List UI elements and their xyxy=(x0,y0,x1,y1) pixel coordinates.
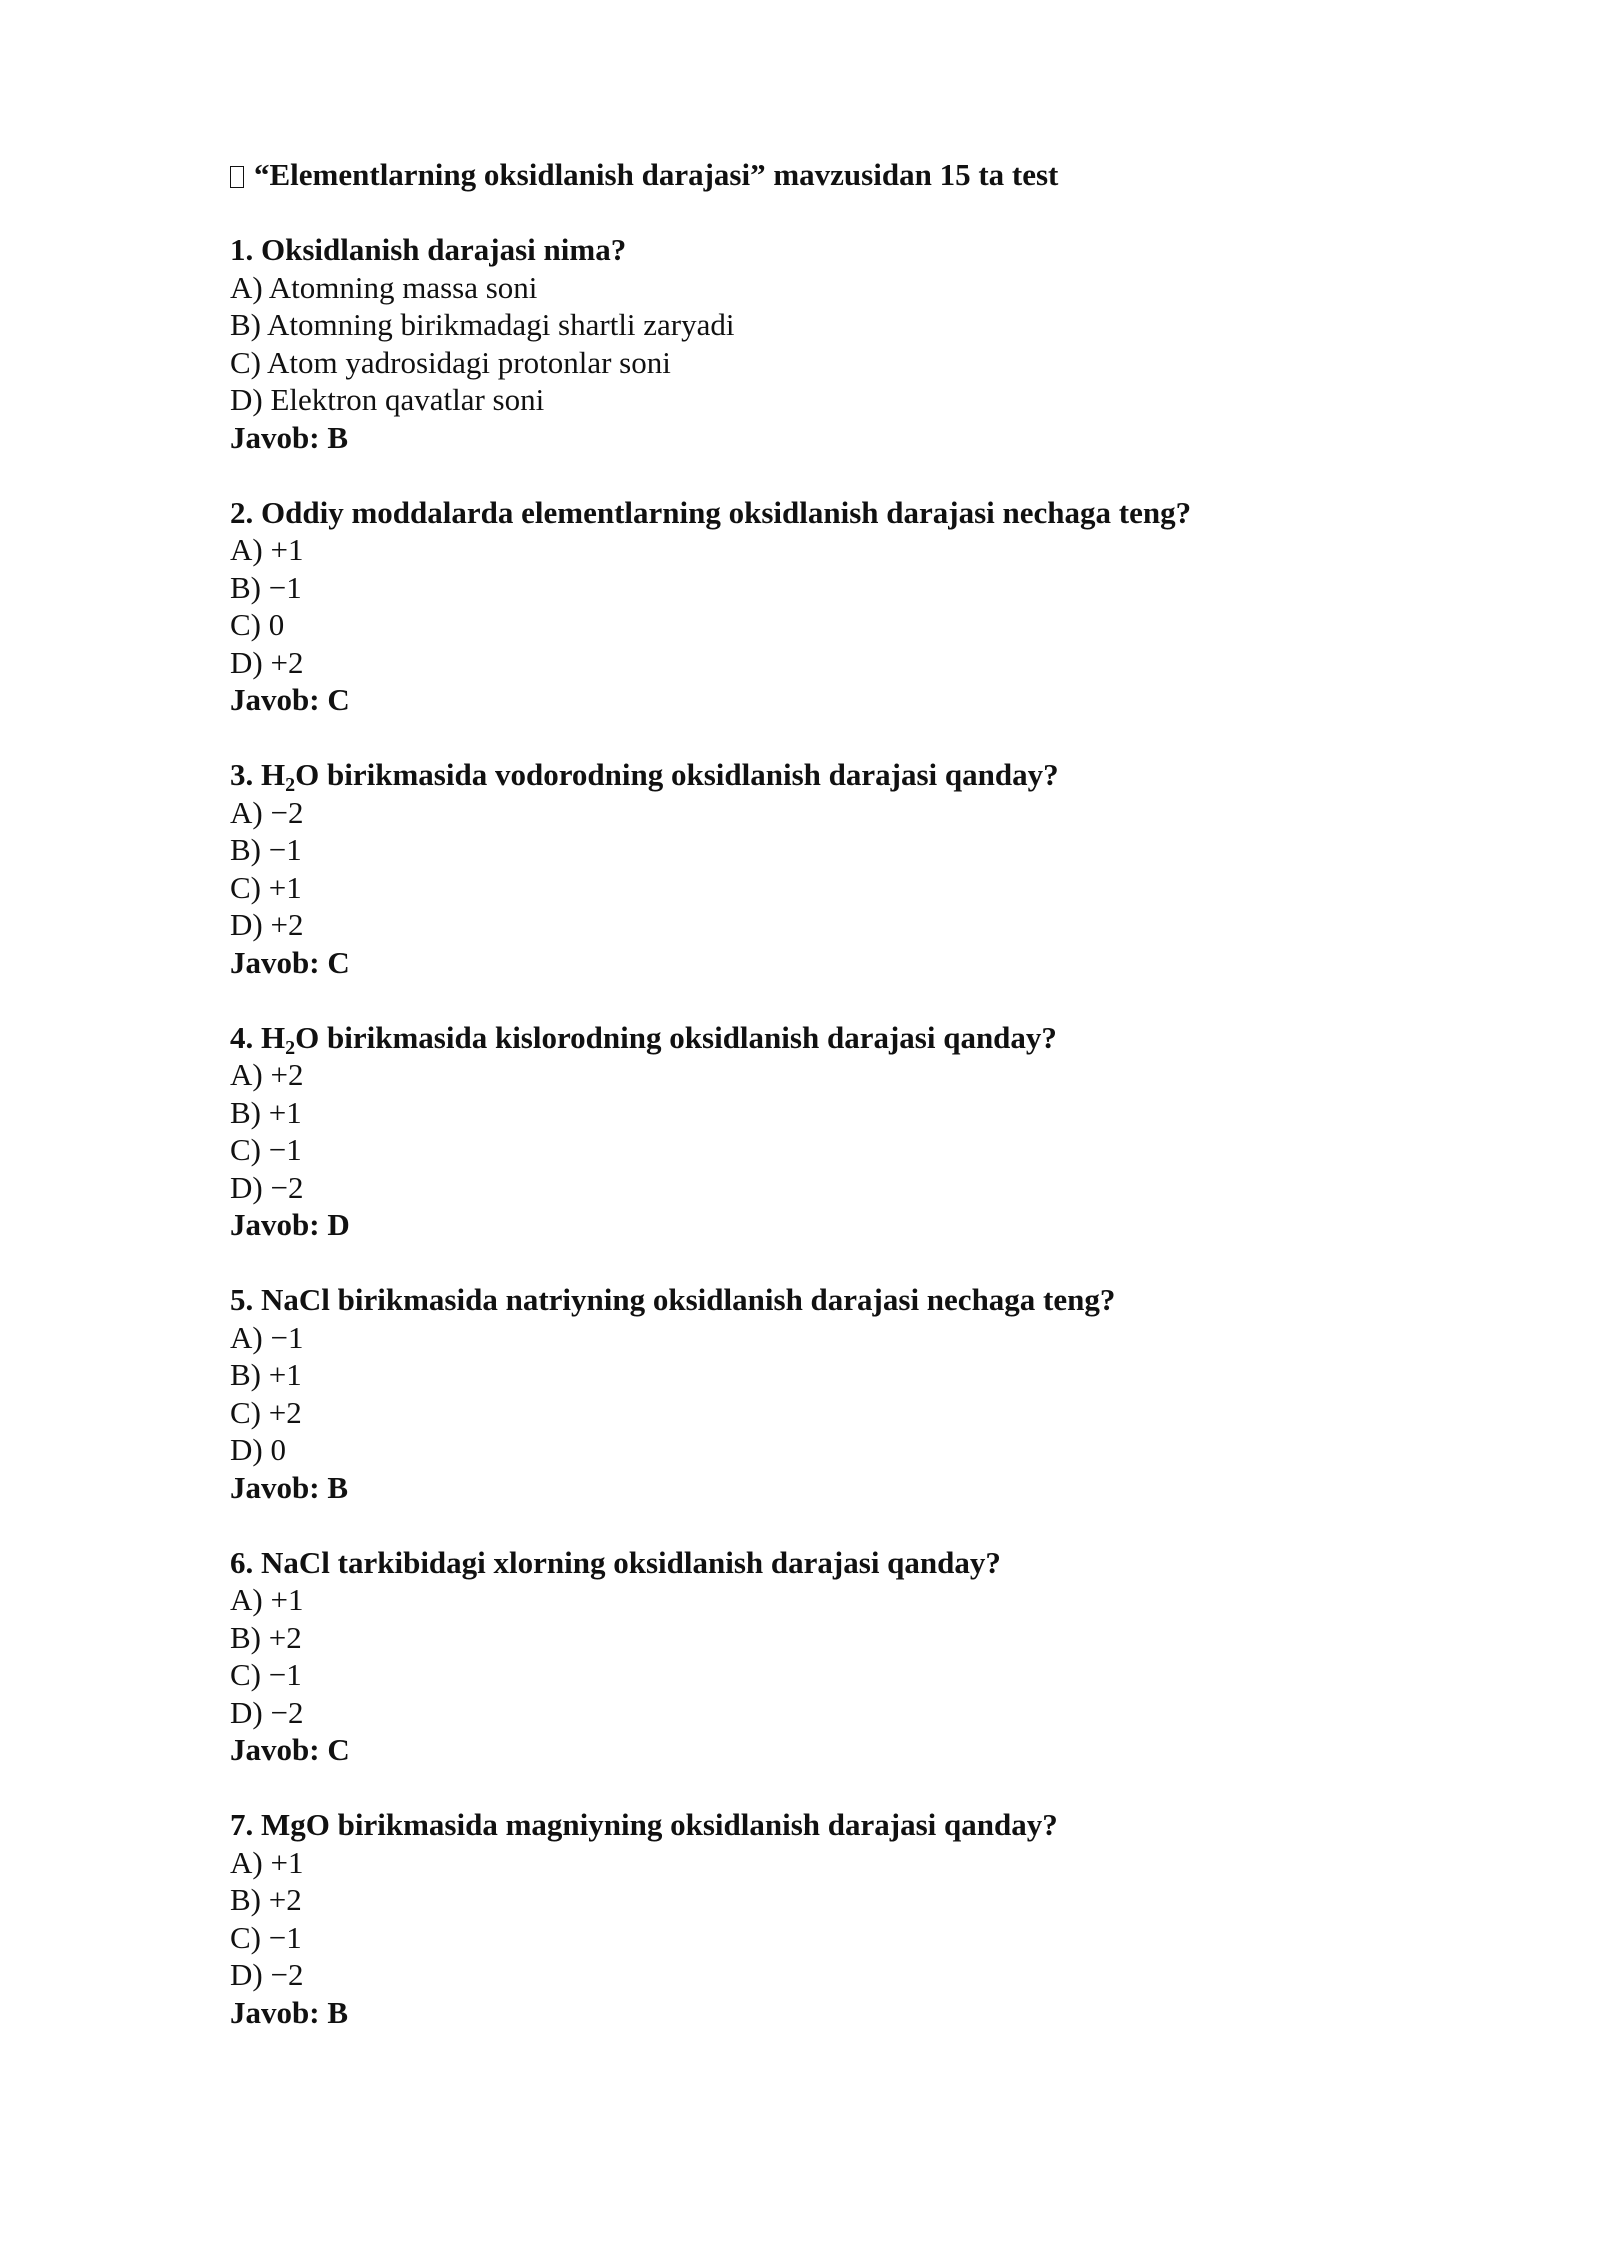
option-b: B) +2 xyxy=(230,1619,302,1655)
option-b: B) −1 xyxy=(230,832,302,867)
question-1 xyxy=(230,231,1380,456)
question-4 xyxy=(230,1019,1380,1244)
option-d: D) Elektron qavatlar soni xyxy=(230,382,545,417)
formula-tail: O xyxy=(295,757,320,792)
formula-subscript: 2 xyxy=(285,774,296,796)
answer-line: Javob: C xyxy=(230,1732,350,1767)
question-text: 4. $H_2O$ birikmasida kislorodning oksidlanish darajasi qanday? xyxy=(230,1019,1057,1059)
answer-line: Javob: C xyxy=(230,944,350,980)
question-3 xyxy=(230,756,1380,981)
option-d: D) −2 xyxy=(230,1694,304,1730)
option-c: C) 0 xyxy=(230,607,285,642)
option-b: B) +1 xyxy=(230,1357,302,1392)
question-text: 6. NaCl tarkibidagi xlorning oksidlanish darajasi qanday? xyxy=(230,1544,1001,1580)
option-c: C) −1 xyxy=(230,1657,302,1692)
question-6 xyxy=(230,1544,1380,1769)
question-5 xyxy=(230,1281,1380,1506)
option-b: B) +1 xyxy=(230,1094,302,1130)
option-c: C) +2 xyxy=(230,1394,302,1430)
question-7 xyxy=(230,1806,1380,2031)
formula-subscript: 2 xyxy=(285,1036,296,1059)
document-title-line xyxy=(230,156,1380,194)
option-d: D) −2 xyxy=(230,1169,304,1205)
question-text: 5. NaCl birikmasida natriyning oksidlanish darajasi nechaga teng? xyxy=(230,1282,1116,1317)
option-a: A) Atomning massa soni xyxy=(230,269,538,305)
option-a: A) +1 xyxy=(230,1582,304,1617)
option-d: D) −2 xyxy=(230,1957,304,1992)
option-a: A) −1 xyxy=(230,1319,304,1355)
option-b: B) +2 xyxy=(230,1882,302,1917)
missing-glyph-icon xyxy=(230,166,244,188)
option-a: A) −2 xyxy=(230,794,304,830)
formula-tail: O xyxy=(295,1019,320,1055)
option-c: C) Atom yadrosidagi protonlar soni xyxy=(230,344,671,380)
answer-line: Javob: B xyxy=(230,419,348,455)
answer-line: Javob: D xyxy=(230,1207,350,1242)
question-text: 7. MgO birikmasida magniyning oksidlanish darajasi qanday? xyxy=(230,1807,1058,1842)
option-c: C) +1 xyxy=(230,869,302,905)
question-text: 1. Oksidlanish darajasi nima? xyxy=(230,232,627,267)
formula: H xyxy=(261,757,286,792)
option-a: A) +2 xyxy=(230,1057,304,1092)
option-b: B) Atomning birikmadagi shartli zaryadi xyxy=(230,307,735,342)
answer-line: Javob: B xyxy=(230,1994,348,2030)
option-d: D) +2 xyxy=(230,907,304,942)
answer-line: Javob: C xyxy=(230,682,350,717)
option-d: D) +2 xyxy=(230,644,304,680)
question-2 xyxy=(230,494,1380,719)
question-text: 3. $H_2O$ birikmasida vodorodning oksidlanish darajasi qanday? xyxy=(230,757,1059,796)
option-a: A) +1 xyxy=(230,1844,304,1880)
option-a: A) +1 xyxy=(230,532,304,567)
option-c: C) −1 xyxy=(230,1919,302,1955)
option-c: C) −1 xyxy=(230,1132,302,1167)
answer-line: Javob: B xyxy=(230,1469,348,1505)
option-d: D) 0 xyxy=(230,1432,286,1467)
formula: H xyxy=(261,1019,286,1055)
document-title: “Elementlarning oksidlanish darajasi” mavzusidan 15 ta test xyxy=(254,157,1059,192)
question-text: 2. Oddiy moddalarda elementlarning oksidlanish darajasi nechaga teng? xyxy=(230,494,1192,530)
option-b: B) −1 xyxy=(230,569,302,605)
document-page xyxy=(230,156,1380,2069)
